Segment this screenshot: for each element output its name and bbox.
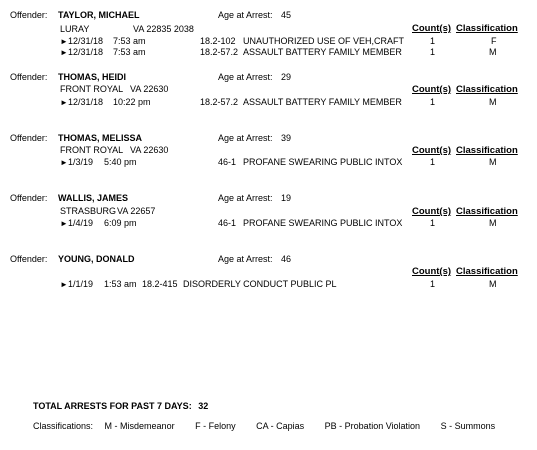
charge-description: ASSAULT BATTERY FAMILY MEMBER bbox=[243, 47, 402, 57]
offender-age: 29 bbox=[281, 72, 292, 82]
offender-age: 39 bbox=[281, 133, 292, 143]
counts-header: Count(s) bbox=[412, 266, 452, 277]
classifications-label: Classifications: bbox=[33, 421, 94, 431]
offender-city: STRASBURG bbox=[60, 206, 117, 216]
counts-header: Count(s) bbox=[412, 84, 452, 95]
charge-arrow-icon: ► bbox=[60, 98, 68, 107]
classification-header: Classification bbox=[456, 206, 518, 217]
offender-name: THOMAS, HEIDI bbox=[58, 72, 127, 82]
charge-date: 1/1/19 bbox=[68, 279, 94, 289]
charge-count: 1 bbox=[430, 279, 436, 289]
classification-header: Classification bbox=[456, 266, 518, 277]
age-prefix: Age at Arrest: bbox=[218, 133, 273, 143]
classification-header: Classification bbox=[456, 84, 518, 95]
offender-label: Offender: bbox=[10, 72, 48, 82]
charge-date: 12/31/18 bbox=[68, 97, 104, 107]
classification-legend bbox=[33, 421, 495, 431]
classification-header: Classification bbox=[456, 23, 518, 34]
offender-state-zip: VA 22630 bbox=[130, 145, 169, 155]
charge-time: 7:53 am bbox=[113, 47, 146, 57]
charge-count: 1 bbox=[430, 157, 436, 167]
classification-item: M - Misdemeanor bbox=[104, 421, 175, 431]
charge-date: 1/4/19 bbox=[68, 218, 94, 228]
age-prefix: Age at Arrest: bbox=[218, 254, 273, 264]
offender-name: TAYLOR, MICHAEL bbox=[58, 10, 140, 20]
charge-description: ASSAULT BATTERY FAMILY MEMBER bbox=[243, 97, 402, 107]
charge-time: 1:53 am bbox=[104, 279, 137, 289]
charge-arrow-icon: ► bbox=[60, 280, 68, 289]
offender-state-zip: VA 22630 bbox=[130, 84, 169, 94]
charge-date: 12/31/18 bbox=[68, 36, 104, 46]
charge-classification: M bbox=[489, 218, 497, 228]
charge-count: 1 bbox=[430, 97, 436, 107]
offender-label: Offender: bbox=[10, 254, 48, 264]
charge-time: 7:53 am bbox=[113, 36, 146, 46]
age-prefix: Age at Arrest: bbox=[218, 10, 273, 20]
classification-header: Classification bbox=[456, 145, 518, 156]
classification-item: S - Summons bbox=[440, 421, 496, 431]
charge-description: DISORDERLY CONDUCT PUBLIC PL bbox=[183, 279, 337, 289]
total-arrests bbox=[33, 401, 208, 411]
counts-header: Count(s) bbox=[412, 23, 452, 34]
charge-classification: M bbox=[489, 157, 497, 167]
offender-label: Offender: bbox=[10, 10, 48, 20]
charge-description: PROFANE SWEARING PUBLIC INTOX bbox=[243, 218, 403, 228]
charge-code: 46-1 bbox=[218, 218, 237, 228]
charge-classification: F bbox=[491, 36, 497, 46]
offender-name: WALLIS, JAMES bbox=[58, 193, 129, 203]
charge-time: 5:40 pm bbox=[104, 157, 137, 167]
offender-state-zip: VA 22657 bbox=[117, 206, 156, 216]
total-arrests-label: TOTAL ARRESTS FOR PAST 7 DAYS: bbox=[33, 401, 192, 411]
charge-description: UNAUTHORIZED USE OF VEH,CRAFT bbox=[243, 36, 405, 46]
charge-count: 1 bbox=[430, 36, 436, 46]
charge-code: 18.2-102 bbox=[200, 36, 236, 46]
counts-header: Count(s) bbox=[412, 145, 452, 156]
charge-time: 6:09 pm bbox=[104, 218, 137, 228]
charge-code: 18.2-415 bbox=[142, 279, 178, 289]
offender-label: Offender: bbox=[10, 133, 48, 143]
age-prefix: Age at Arrest: bbox=[218, 193, 273, 203]
classification-item: F - Felony bbox=[195, 421, 236, 431]
offender-age: 19 bbox=[281, 193, 292, 203]
classification-item: CA - Capias bbox=[256, 421, 305, 431]
charge-description: PROFANE SWEARING PUBLIC INTOX bbox=[243, 157, 403, 167]
charge-code: 18.2-57.2 bbox=[200, 97, 239, 107]
offender-state-zip: VA 22835 2038 bbox=[133, 24, 194, 34]
charge-count: 1 bbox=[430, 47, 436, 57]
total-arrests-value: 32 bbox=[198, 401, 209, 411]
charge-arrow-icon: ► bbox=[60, 219, 68, 228]
offender-label: Offender: bbox=[10, 193, 48, 203]
charge-classification: M bbox=[489, 97, 497, 107]
charge-arrow-icon: ► bbox=[60, 48, 68, 57]
offender-city: LURAY bbox=[60, 24, 90, 34]
offender-age: 45 bbox=[281, 10, 292, 20]
charge-code: 18.2-57.2 bbox=[200, 47, 239, 57]
age-prefix: Age at Arrest: bbox=[218, 72, 273, 82]
charge-arrow-icon: ► bbox=[60, 158, 68, 167]
charge-arrow-icon: ► bbox=[60, 37, 68, 46]
charge-classification: M bbox=[489, 47, 497, 57]
classification-item: PB - Probation Violation bbox=[324, 421, 421, 431]
charge-date: 1/3/19 bbox=[68, 157, 94, 167]
offender-city: FRONT ROYAL bbox=[60, 145, 124, 155]
offender-age: 46 bbox=[281, 254, 292, 264]
charge-count: 1 bbox=[430, 218, 436, 228]
charge-date: 12/31/18 bbox=[68, 47, 104, 57]
charge-time: 10:22 pm bbox=[113, 97, 151, 107]
counts-header: Count(s) bbox=[412, 206, 452, 217]
charge-classification: M bbox=[489, 279, 497, 289]
offender-name: YOUNG, DONALD bbox=[58, 254, 135, 264]
offender-name: THOMAS, MELISSA bbox=[58, 133, 143, 143]
offender-city: FRONT ROYAL bbox=[60, 84, 124, 94]
charge-code: 46-1 bbox=[218, 157, 237, 167]
